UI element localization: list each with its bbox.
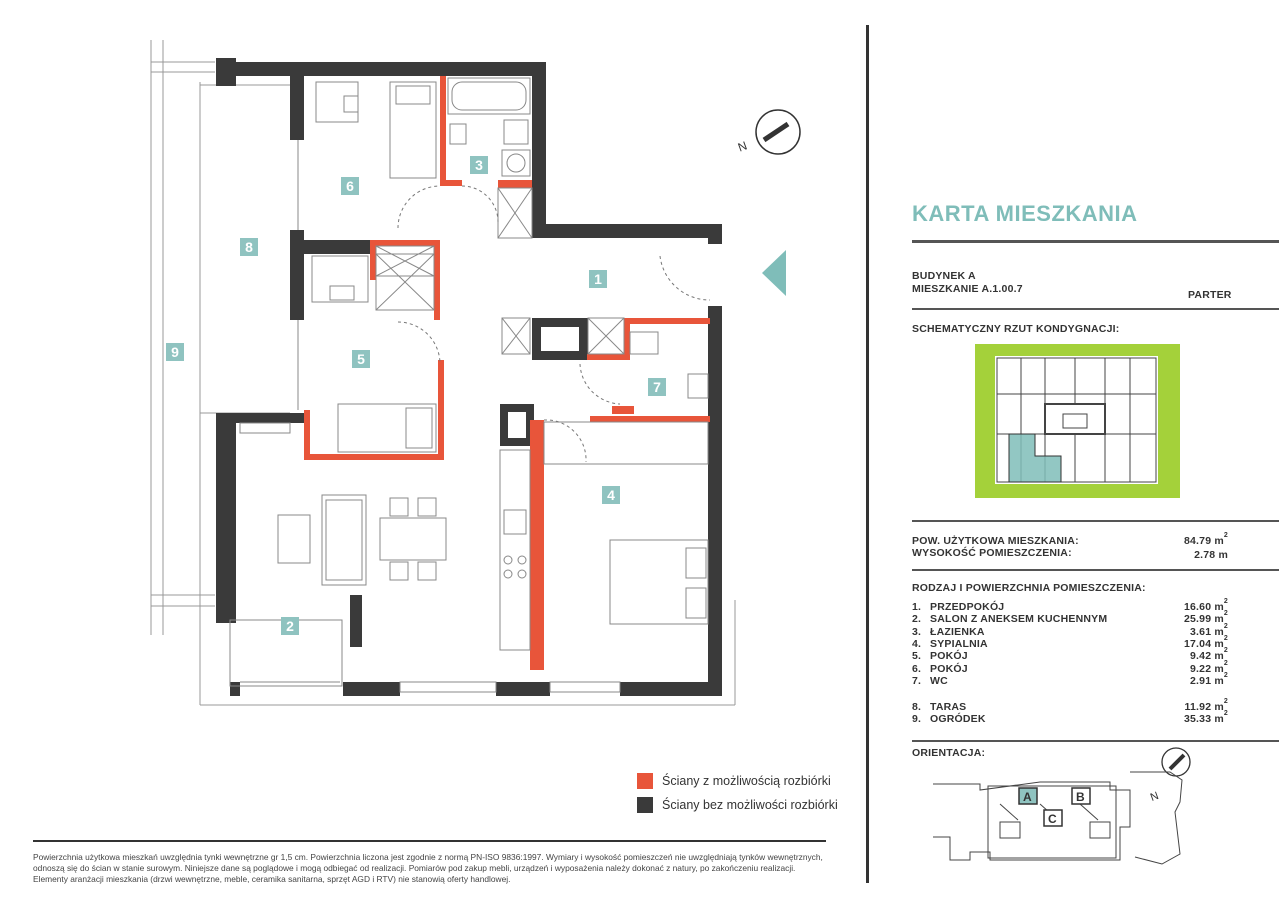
room-name: TARAS bbox=[930, 701, 967, 713]
compass-north-icon bbox=[736, 110, 800, 155]
room-badge-4: 4 bbox=[602, 486, 620, 504]
room-name: WC bbox=[930, 674, 948, 687]
legend-permanent-swatch bbox=[637, 797, 653, 813]
floor-schematic bbox=[975, 344, 1180, 498]
schematic-label: SCHEMATYCZNY RZUT KONDYGNACJI: bbox=[912, 323, 1120, 335]
room-area: 35.33 $m^2$ bbox=[1183, 710, 1228, 726]
room-name: SALON Z ANEKSEM KUCHENNYM bbox=[930, 613, 1108, 626]
room-badge-3: 3 bbox=[470, 156, 488, 174]
rule-1 bbox=[912, 308, 1279, 310]
room-number: 5. bbox=[912, 650, 922, 663]
room-area: 16.60 $m^2$ bbox=[1183, 598, 1228, 613]
room-name: POKÓJ bbox=[930, 650, 968, 663]
room-area: 9.22 $m^2$ bbox=[1190, 659, 1228, 675]
room-name: ŁAZIENKA bbox=[930, 625, 985, 638]
title-rule bbox=[912, 240, 1279, 243]
entry-arrow-icon bbox=[762, 250, 786, 296]
orientation-label: ORIENTACJA: bbox=[912, 747, 986, 759]
footer-disclaimer: Powierzchnia użytkowa mieszkań uwzględnia tynki wewnętrzne gr 1,5 cm. Powierzchnia liczona jest zgodnie z normą PN-ISO 9836:1997. Wymiary i wysokość pomieszczeń nie uwzględniają tynków wewnętrznych, odnoszą się do ścian w stanie surowym. Niniejsze dane są poglądowe i mogą odbiegać od realizacji. Pomiarów pod zakup mebli, urządzeń i wyposażenia należy dokonać z natury, po zakończeniu realizacji. Elementy aranżacji mieszkania (drzwi wewnętrzne, meble, ceramika sanitarna, sprzęt AGD i RTV) nie stanowią oferty handlowej. bbox=[33, 852, 823, 884]
room-badge-7: 7 bbox=[648, 378, 666, 396]
height-label: WYSOKOŚĆ POMIESZCZENIA: bbox=[912, 547, 1072, 559]
svg-text:A: A bbox=[1023, 790, 1032, 804]
footer-rule bbox=[33, 840, 826, 842]
room-badge-2: 2 bbox=[281, 617, 299, 635]
panel-divider bbox=[866, 25, 869, 883]
room-badge-1: 1 bbox=[589, 270, 607, 288]
rule-3 bbox=[912, 569, 1279, 571]
usable-area-label: POW. UŻYTKOWA MIESZKANIA: bbox=[912, 535, 1079, 547]
page-title: KARTA MIESZKANIA bbox=[912, 201, 1138, 226]
room-name: SYPIALNIA bbox=[930, 637, 988, 650]
building-label: BUDYNEK A bbox=[912, 270, 976, 282]
room-number: 6. bbox=[912, 662, 922, 675]
rule-2 bbox=[912, 520, 1279, 522]
room-number: 9. bbox=[912, 713, 922, 726]
room-number: 7. bbox=[912, 674, 922, 687]
room-number: 4. bbox=[912, 637, 922, 650]
room-area: 11.92 $m^2$ bbox=[1184, 698, 1228, 713]
room-number: 8. bbox=[912, 701, 922, 713]
room-name: PRZEDPOKÓJ bbox=[930, 601, 1005, 613]
room-badge-8: 8 bbox=[240, 238, 258, 256]
room-badge-5: 5 bbox=[352, 350, 370, 368]
room-number: 3. bbox=[912, 625, 922, 638]
room-area: 25.99 $m^2$ bbox=[1183, 610, 1228, 626]
orientation-map bbox=[930, 742, 1250, 872]
height-value: 2.78 m bbox=[1194, 549, 1228, 561]
orientation-compass-icon bbox=[1149, 748, 1190, 804]
usable-area-value: 84.79 $m^2$ bbox=[1183, 532, 1228, 547]
room-area: 17.04 $m^2$ bbox=[1183, 634, 1228, 650]
svg-text:N: N bbox=[1148, 789, 1161, 804]
apartment-label: MIESZKANIE A.1.00.7 bbox=[912, 283, 1023, 295]
svg-text:B: B bbox=[1076, 790, 1085, 804]
room-area: 2.91 $m^2$ bbox=[1190, 671, 1228, 687]
svg-text:C: C bbox=[1048, 812, 1057, 826]
room-badge-6: 6 bbox=[341, 177, 359, 195]
room-area: 9.42 $m^2$ bbox=[1190, 647, 1228, 663]
room-area: 3.61 $m^2$ bbox=[1190, 622, 1228, 638]
legend-removable-swatch bbox=[637, 773, 653, 789]
room-badge-9: 9 bbox=[166, 343, 184, 361]
svg-text:N: N bbox=[735, 138, 749, 155]
rooms-label: RODZAJ I POWIERZCHNIA POMIESZCZENIA: bbox=[912, 582, 1146, 594]
room-name: POKÓJ bbox=[930, 662, 968, 675]
room-number: 1. bbox=[912, 601, 922, 613]
room-name: OGRÓDEK bbox=[930, 713, 986, 726]
floor-label: PARTER bbox=[1188, 289, 1232, 301]
room-number: 2. bbox=[912, 613, 922, 626]
legend-permanent-label: Ściany bez możliwości rozbiórki bbox=[662, 798, 838, 812]
legend-removable-label: Ściany z możliwością rozbiórki bbox=[662, 774, 831, 788]
